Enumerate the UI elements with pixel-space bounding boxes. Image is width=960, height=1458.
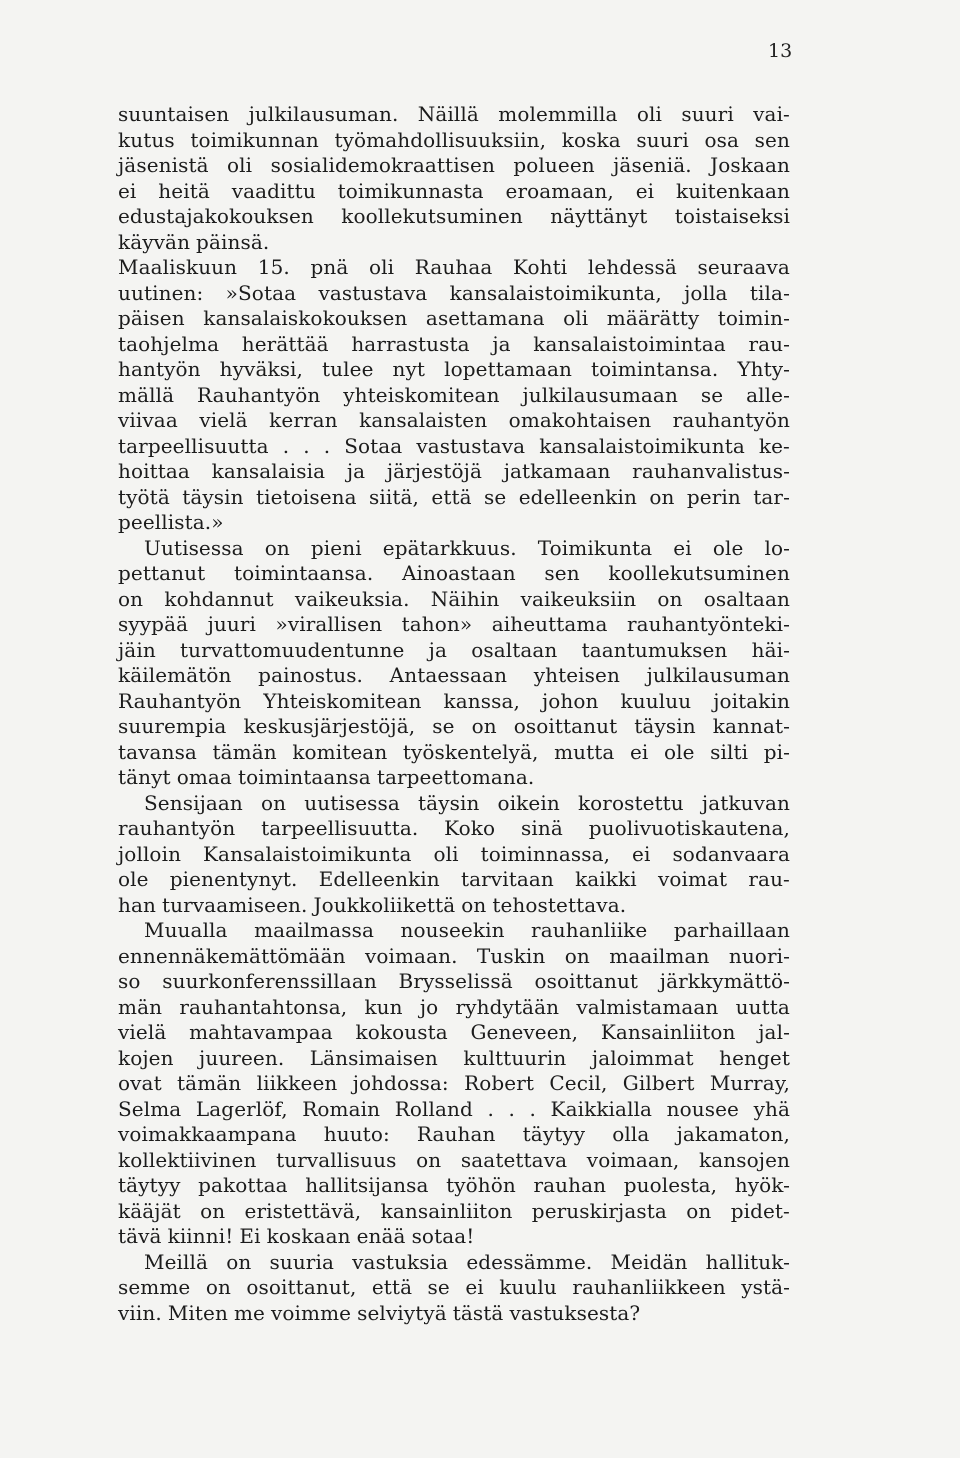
text-line: kollektiivinen turvallisuus on saatettava voimaan, kansojen bbox=[118, 1147, 790, 1172]
paragraph bbox=[118, 791, 790, 919]
paragraph bbox=[118, 918, 790, 1250]
paragraph bbox=[118, 536, 790, 791]
text-line: Uutisessa on pieni epätarkkuus. Toimikunta ei ole lo- bbox=[144, 535, 790, 560]
text-line: uutinen: »Sotaa vastustava kansalaistoimikunta, jolla tila- bbox=[118, 280, 790, 305]
text-line: jäsenistä oli sosialidemokraattisen polueen jäseniä. Joskaan bbox=[118, 153, 790, 177]
text-line: semme on osoittanut, että se ei kuulu rauhanliikkeen ystä- bbox=[118, 1275, 790, 1299]
text-line: edustajakokouksen koollekutsuminen näyttänyt toistaiseksi bbox=[118, 204, 790, 228]
text-line: tävä kiinni! Ei koskaan enää sotaa! bbox=[118, 1224, 475, 1248]
text-line: Rauhantyön Yhteiskomitean kanssa, johon kuuluu joitakin bbox=[118, 688, 790, 713]
text-line: voimakkaampana huuto: Rauhan täytyy olla jakamaton, bbox=[118, 1122, 790, 1146]
text-line: mällä Rauhantyön yhteiskomitean julkilausumaan se alle- bbox=[118, 382, 790, 407]
text-line: Muualla maailmassa nouseekin rauhanliike parhaillaan bbox=[144, 918, 790, 942]
text-line: Sensijaan on uutisessa täysin oikein korostettu jatkuvan bbox=[144, 790, 790, 815]
text-line: on kohdannut vaikeuksia. Näihin vaikeuksiin on osaltaan bbox=[118, 586, 790, 611]
text-line: syypää juuri »virallisen tahon» aiheuttama rauhantyönteki- bbox=[118, 612, 790, 636]
text-line: so suurkonferenssillaan Brysselissä osoittanut järkkymättö- bbox=[118, 969, 790, 993]
text-line: kutus toimikunnan työmahdollisuuksiin, koska suuri osa sen bbox=[118, 127, 790, 152]
text-line: han turvaamiseen. Joukkoliikettä on tehostettava. bbox=[118, 892, 627, 917]
paragraph bbox=[118, 1250, 790, 1327]
text-line: pettanut toimintaansa. Ainoastaan sen koollekutsuminen bbox=[118, 561, 790, 585]
text-line: suurempia keskusjärjestöjä, se on osoittanut täysin kannat- bbox=[118, 714, 790, 738]
text-line: viin. Miten me voimme selviytyä tästä vastuksesta? bbox=[118, 1300, 641, 1325]
text-line: ennennäkemättömään voimaan. Tuskin on maailman nuori- bbox=[118, 943, 790, 968]
text-line: hantyön hyväksi, tulee nyt lopettamaan toimintansa. Yhty- bbox=[118, 357, 790, 381]
text-line: kääjät on eristettävä, kansainliiton peruskirjasta on pidet- bbox=[118, 1198, 790, 1223]
text-line: Maaliskuun 15. pnä oli Rauhaa Kohti lehdessä seuraava bbox=[118, 255, 790, 279]
paragraph bbox=[118, 102, 790, 255]
text-line: tänyt omaa toimintaansa tarpeettomana. bbox=[118, 765, 535, 789]
text-line: taohjelma herättää harrastusta ja kansalaistoimintaa rau- bbox=[118, 331, 790, 356]
text-line: vielä mahtavampaa kokousta Geneveen, Kansainliiton jal- bbox=[118, 1020, 790, 1044]
text-line: hoittaa kansalaisia ja järjestöjä jatkamaan rauhanvalistus- bbox=[118, 459, 790, 483]
text-line: käyvän päinsä. bbox=[118, 229, 270, 254]
text-line: päisen kansalaiskokouksen asettamana oli määrätty toimin- bbox=[118, 306, 790, 330]
text-line: peellista.» bbox=[118, 510, 224, 534]
text-line: viivaa vielä kerran kansalaisten omakohtaisen rauhantyön bbox=[118, 408, 790, 432]
text-line: työtä täysin tietoisena siitä, että se edelleenkin on perin tar- bbox=[118, 484, 790, 509]
text-line: ovat tämän liikkeen johdossa: Robert Cecil, Gilbert Murray, bbox=[118, 1071, 790, 1095]
text-line: ei heitä vaadittu toimikunnasta eroamaan, ei kuitenkaan bbox=[118, 178, 790, 203]
text-line: jolloin Kansalaistoimikunta oli toiminnassa, ei sodanvaara bbox=[118, 841, 790, 866]
text-line: tavansa tämän komitean työskentelyä, mutta ei ole silti pi- bbox=[118, 739, 790, 764]
text-line: Selma Lagerlöf, Romain Rolland . . . Kaikkialla nousee yhä bbox=[118, 1096, 790, 1121]
text-line: käilemätön painostus. Antaessaan yhteisen julkilausuman bbox=[118, 663, 790, 687]
text-line: män rauhantahtonsa, kun jo ryhdytään valmistamaan uutta bbox=[118, 994, 790, 1019]
paragraph bbox=[118, 255, 790, 536]
text-line: Meillä on suuria vastuksia edessämme. Meidän hallituk- bbox=[144, 1249, 790, 1274]
text-line: ole pienentynyt. Edelleenkin tarvitaan kaikki voimat rau- bbox=[118, 867, 790, 891]
text-line: tarpeellisuutta . . . Sotaa vastustava kansalaistoimikunta ke- bbox=[118, 433, 790, 458]
body-text bbox=[118, 102, 790, 1326]
text-line: jäin turvattomuudentunne ja osaltaan taantumuksen häi- bbox=[118, 637, 790, 662]
text-line: suuntaisen julkilausuman. Näillä molemmilla oli suuri vai- bbox=[118, 102, 790, 126]
page-number: 13 bbox=[768, 40, 793, 62]
text-line: kojen juureen. Länsimaisen kulttuurin jaloimmat henget bbox=[118, 1045, 790, 1070]
text-line: rauhantyön tarpeellisuutta. Koko sinä puolivuotiskautena, bbox=[118, 816, 790, 840]
text-line: täytyy pakottaa hallitsijansa työhön rauhan puolesta, hyök- bbox=[118, 1173, 790, 1197]
